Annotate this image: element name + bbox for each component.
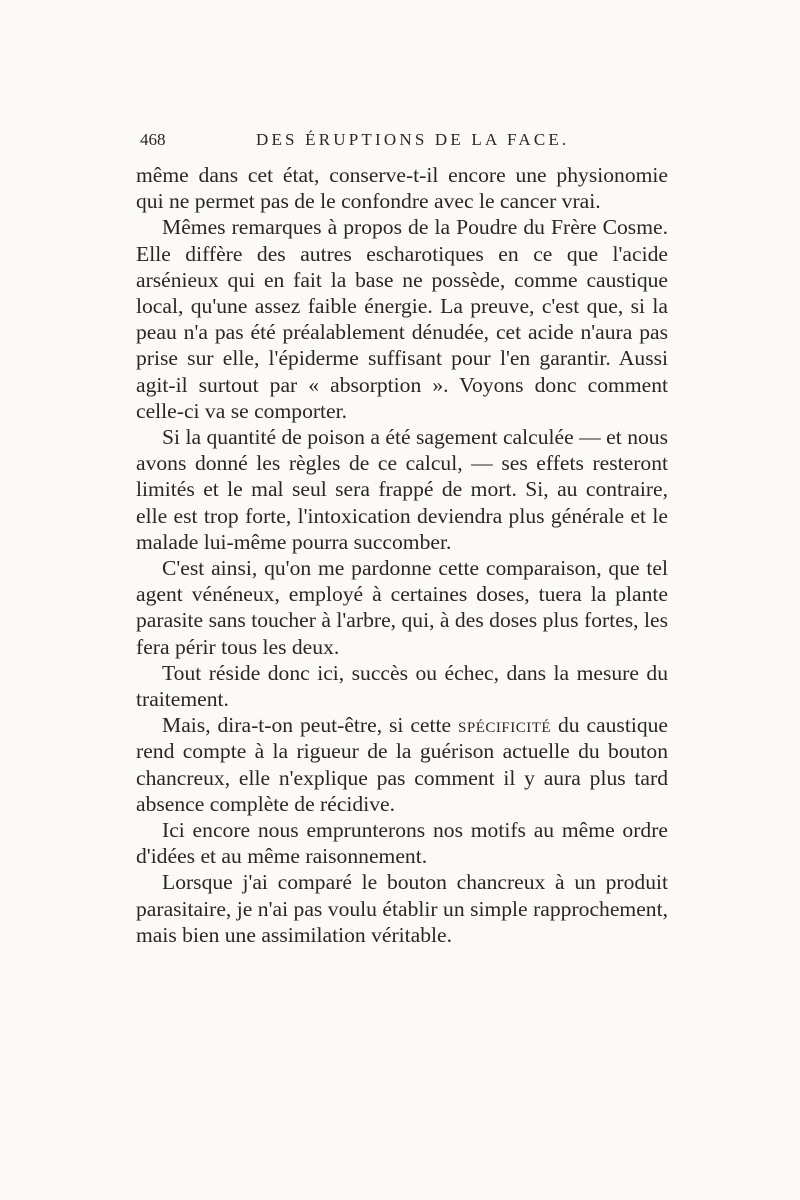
book-page [136, 126, 668, 948]
paragraph-1: même dans cet état, conserve-t-il encore une physionomie qui ne permet pas de le confondre avec le cancer vrai. [136, 163, 668, 214]
paragraph-8: Lorsque j'ai comparé le bouton chancreux à un produit parasitaire, je n'ai pas voulu établir un simple rapprochement, mais bien une assimilation véritable. [136, 870, 668, 947]
paragraph-3: Si la quantité de poison a été sagement calculée — et nous avons donné les règles de ce calcul, — ses effets resteront limités et le mal seul sera frappé de mort. Si, au contraire, elle est trop forte, l'intoxication deviendra plus générale et le malade lui-même pourra succomber. [136, 425, 668, 554]
paragraph-6-start: Mais, dira-t-on peut-être, si cette [162, 713, 459, 738]
paragraph-7: Ici encore nous emprunterons nos motifs au même ordre d'idées et au même raisonnement. [136, 818, 668, 869]
page-header [136, 126, 668, 162]
paragraph-6-end: du caustique rend compte à la rigueur de la guérison actuelle du bouton chancreux, elle n'explique pas comment il y aura plus tard absence complète de récidive. [136, 713, 669, 816]
paragraph-2: Mêmes remarques à propos de la Poudre du Frère Cosme. Elle diffère des autres escharotiques en ce que l'acide arsénieux qui en fait la base ne possède, comme caustique local, qu'une assez faible énergie. La preuve, c'est que, si la peau n'a pas été préalablement dénudée, cet acide n'aura pas prise sur elle, l'épiderme suffisant pour l'en garantir. Aussi agit-il surtout par « absorption ». Voyons donc comment celle-ci va se comporter. [136, 215, 668, 423]
smallcaps-term: spécificité [458, 713, 552, 738]
paragraph-5: Tout réside donc ici, succès ou échec, dans la mesure du traitement. [136, 660, 668, 712]
running-title: DES ÉRUPTIONS DE LA FACE. [256, 130, 570, 149]
page-number: 468 [140, 130, 166, 149]
paragraph-4: C'est ainsi, qu'on me pardonne cette comparaison, que tel agent vénéneux, employé à certaines doses, tuera la plante parasite sans toucher à l'arbre, qui, à des doses plus fortes, les fera périr tous les deux. [136, 556, 668, 659]
paragraph-6 [136, 712, 668, 817]
